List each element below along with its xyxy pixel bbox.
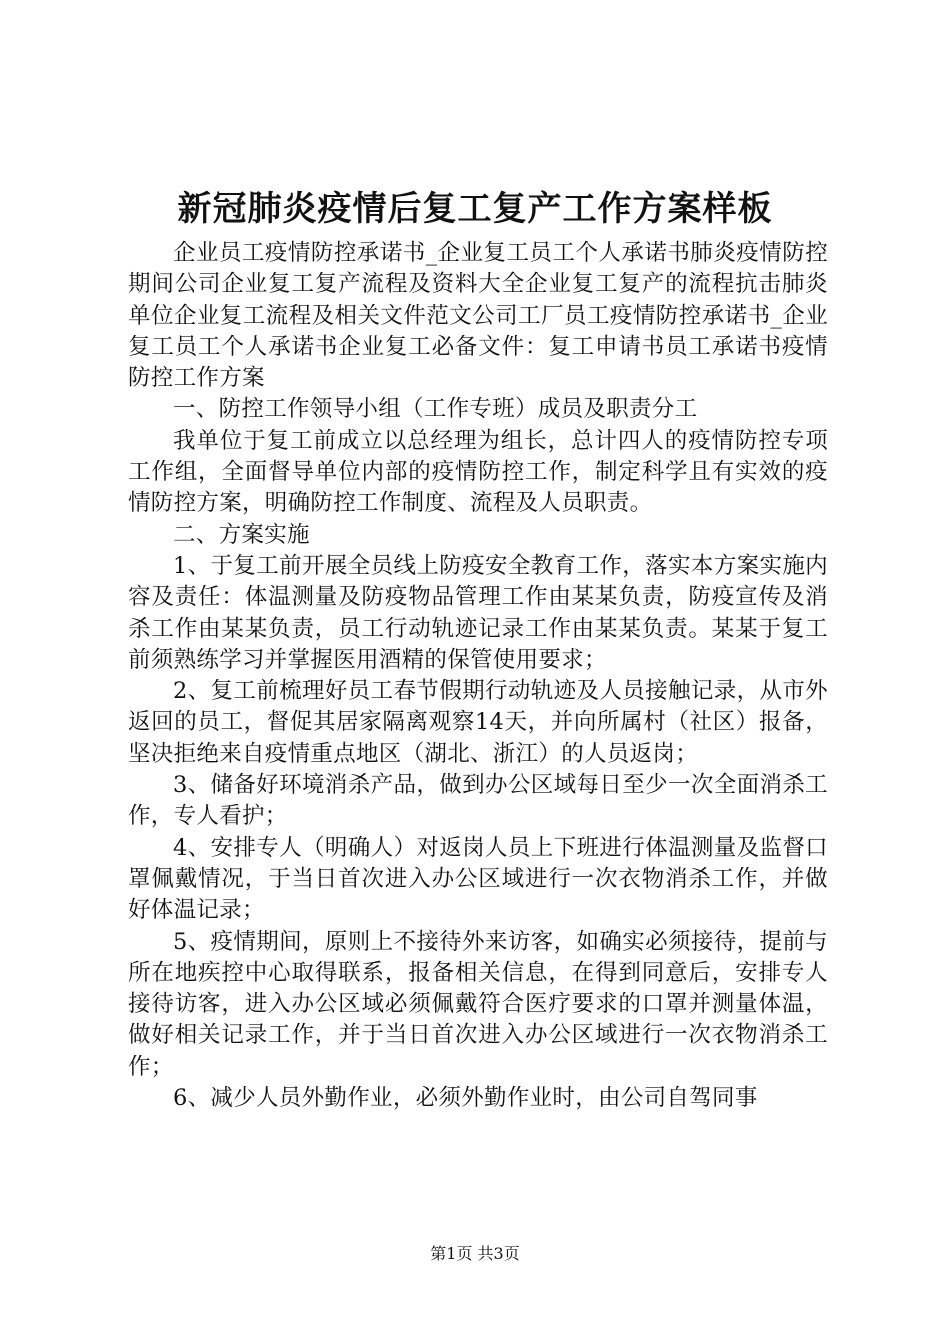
list-item: 3、储备好环境消杀产品，做到办公区域每日至少一次全面消杀工作，专人看护； <box>128 772 828 830</box>
list-item: 1、于复工前开展全员线上防疫安全教育工作，落实本方案实施内容及责任：体温测量及防疫物品管理工作由某某负责，防疫宣传及消杀工作由某某负责，员工行动轨迹记录工作由某某负责。某某于复工前须熟练学习并掌握医用酒精的保管使用要求； <box>128 552 828 673</box>
list-item: 5、疫情期间，原则上不接待外来访客，如确实必须接待，提前与所在地疾控中心取得联系，报备相关信息，在得到同意后，安排专人接待访客，进入办公区域必须佩戴符合医疗要求的口罩并测量体温，做好相关记录工作，并于当日首次进入办公区域进行一次衣物消杀工作； <box>128 928 828 1080</box>
intro-paragraph: 企业员工疫情防控承诺书_企业复工员工个人承诺书肺炎疫情防控期间公司企业复工复产流程及资料大全企业复工复产的流程抗击肺炎单位企业复工流程及相关文件范文公司工厂员工疫情防控承诺书_企业复工员工个人承诺书企业复工必备文件：复工申请书员工承诺书疫情防控工作方案 <box>128 240 828 392</box>
document-title: 新冠肺炎疫情后复工复产工作方案样板 <box>177 189 773 229</box>
list-item: 6、减少人员外勤作业，必须外勤作业时，由公司自驾同事 <box>173 1085 758 1112</box>
paragraph: 我单位于复工前成立以总经理为组长，总计四人的疫情防控专项工作组，全面督导单位内部的疫情防控工作，制定科学且有实效的疫情防控方案，明确防控工作制度、流程及人员职责。 <box>128 427 828 517</box>
list-item: 4、安排专人（明确人）对返岗人员上下班进行体温测量及监督口罩佩戴情况，于当日首次进入办公区域进行一次衣物消杀工作，并做好体温记录； <box>128 834 828 924</box>
document-body <box>128 238 828 1114</box>
page-number: 第1页 共3页 <box>430 1244 520 1263</box>
list-item: 2、复工前梳理好员工春节假期行动轨迹及人员接触记录，从市外返回的员工，督促其居家隔离观察14天，并向所属村（社区）报备，坚决拒绝来自疫情重点地区（湖北、浙江）的人员返岗； <box>128 678 828 767</box>
section-heading-1: 一、防控工作领导小组（工作专班）成员及职责分工 <box>173 396 698 423</box>
section-heading-2: 二、方案实施 <box>173 521 310 548</box>
